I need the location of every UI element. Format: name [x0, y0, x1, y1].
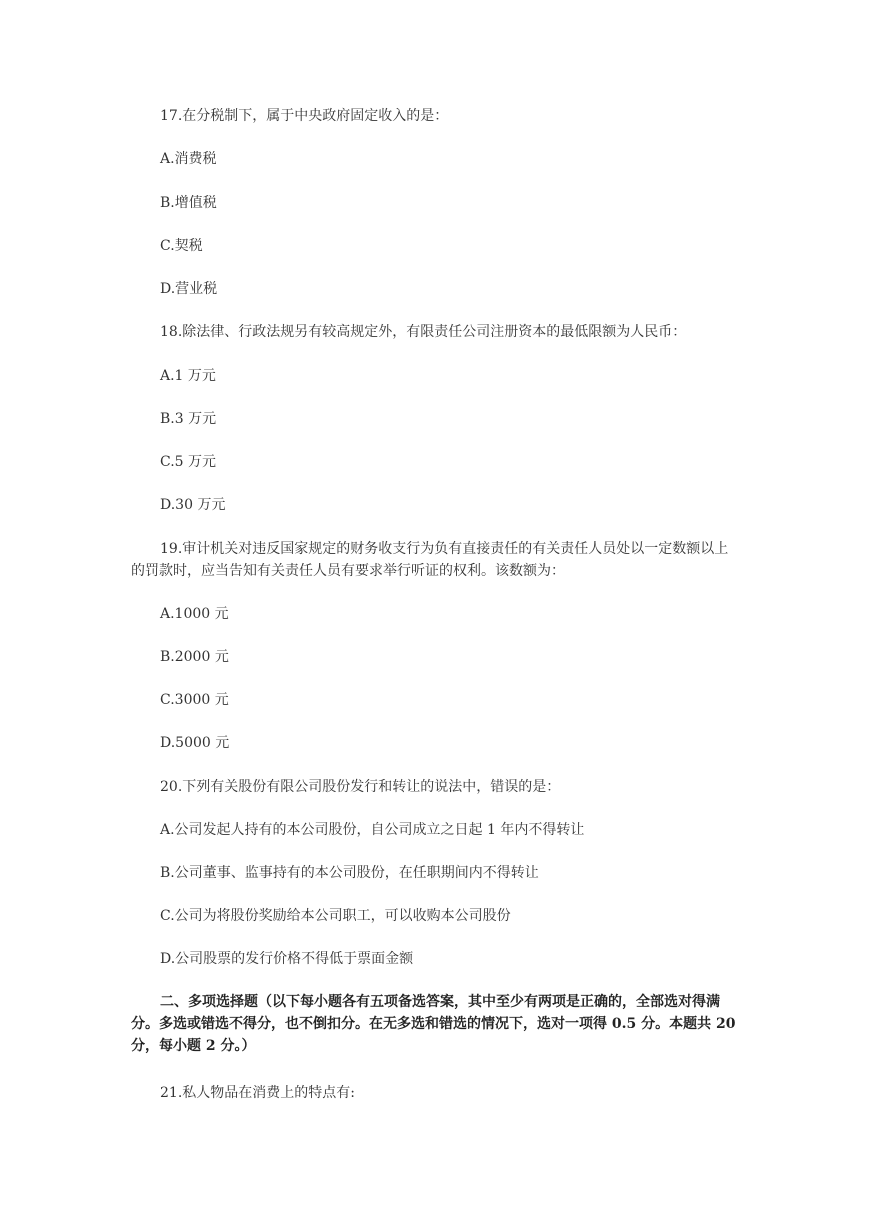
- question-20-option-a: A.公司发起人持有的本公司股份，自公司成立之日起 1 年内不得转让: [160, 822, 585, 838]
- question-18-option-a: A.1 万元: [160, 368, 216, 384]
- question-19-option-a: A.1000 元: [160, 606, 229, 622]
- question-18-option-c: C.5 万元: [160, 454, 217, 470]
- question-18-stem: 18.除法律、行政法规另有较高规定外，有限责任公司注册资本的最低限额为人民币：: [160, 324, 687, 340]
- question-17-stem: 17.在分税制下，属于中央政府固定收入的是：: [160, 108, 449, 124]
- question-19-option-b: B.2000 元: [160, 649, 229, 665]
- question-21-stem: 21.私人物品在消费上的特点有:: [160, 1085, 355, 1101]
- question-20-stem: 20.下列有关股份有限公司股份发行和转让的说法中，错误的是：: [160, 779, 561, 795]
- question-17-option-a: A.消费税: [160, 151, 217, 167]
- question-18-option-b: B.3 万元: [160, 411, 217, 427]
- question-17-option-b: B.增值税: [160, 195, 217, 211]
- question-17-option-c: C.契税: [160, 238, 203, 254]
- question-19-option-d: D.5000 元: [160, 735, 230, 751]
- question-18-option-d: D.30 万元: [160, 497, 226, 513]
- question-20-option-d: D.公司股票的发行价格不得低于票面金额: [160, 951, 414, 967]
- question-19-option-c: C.3000 元: [160, 692, 229, 708]
- question-20-option-b: B.公司董事、监事持有的本公司股份，在任职期间内不得转让: [160, 865, 539, 881]
- question-19-stem: 19.审计机关对违反国家规定的财务收支行为负有直接责任的有关责任人员处以一定数额以上的罚款时，应当告知有关责任人员有要求举行听证的权利。该数额为：: [131, 541, 729, 579]
- section-2-heading: 二、多项选择题（以下每小题各有五项备选答案，其中至少有两项是正确的，全部选对得满分。多选或错选不得分，也不倒扣分。在无多选和错选的情况下，选对一项得 0.5 分。本题共 20 分，每小题 2 分。）: [131, 994, 736, 1054]
- question-20-option-c: C.公司为将股份奖励给本公司职工，可以收购本公司股份: [160, 908, 511, 924]
- question-17-option-d: D.营业税: [160, 281, 218, 297]
